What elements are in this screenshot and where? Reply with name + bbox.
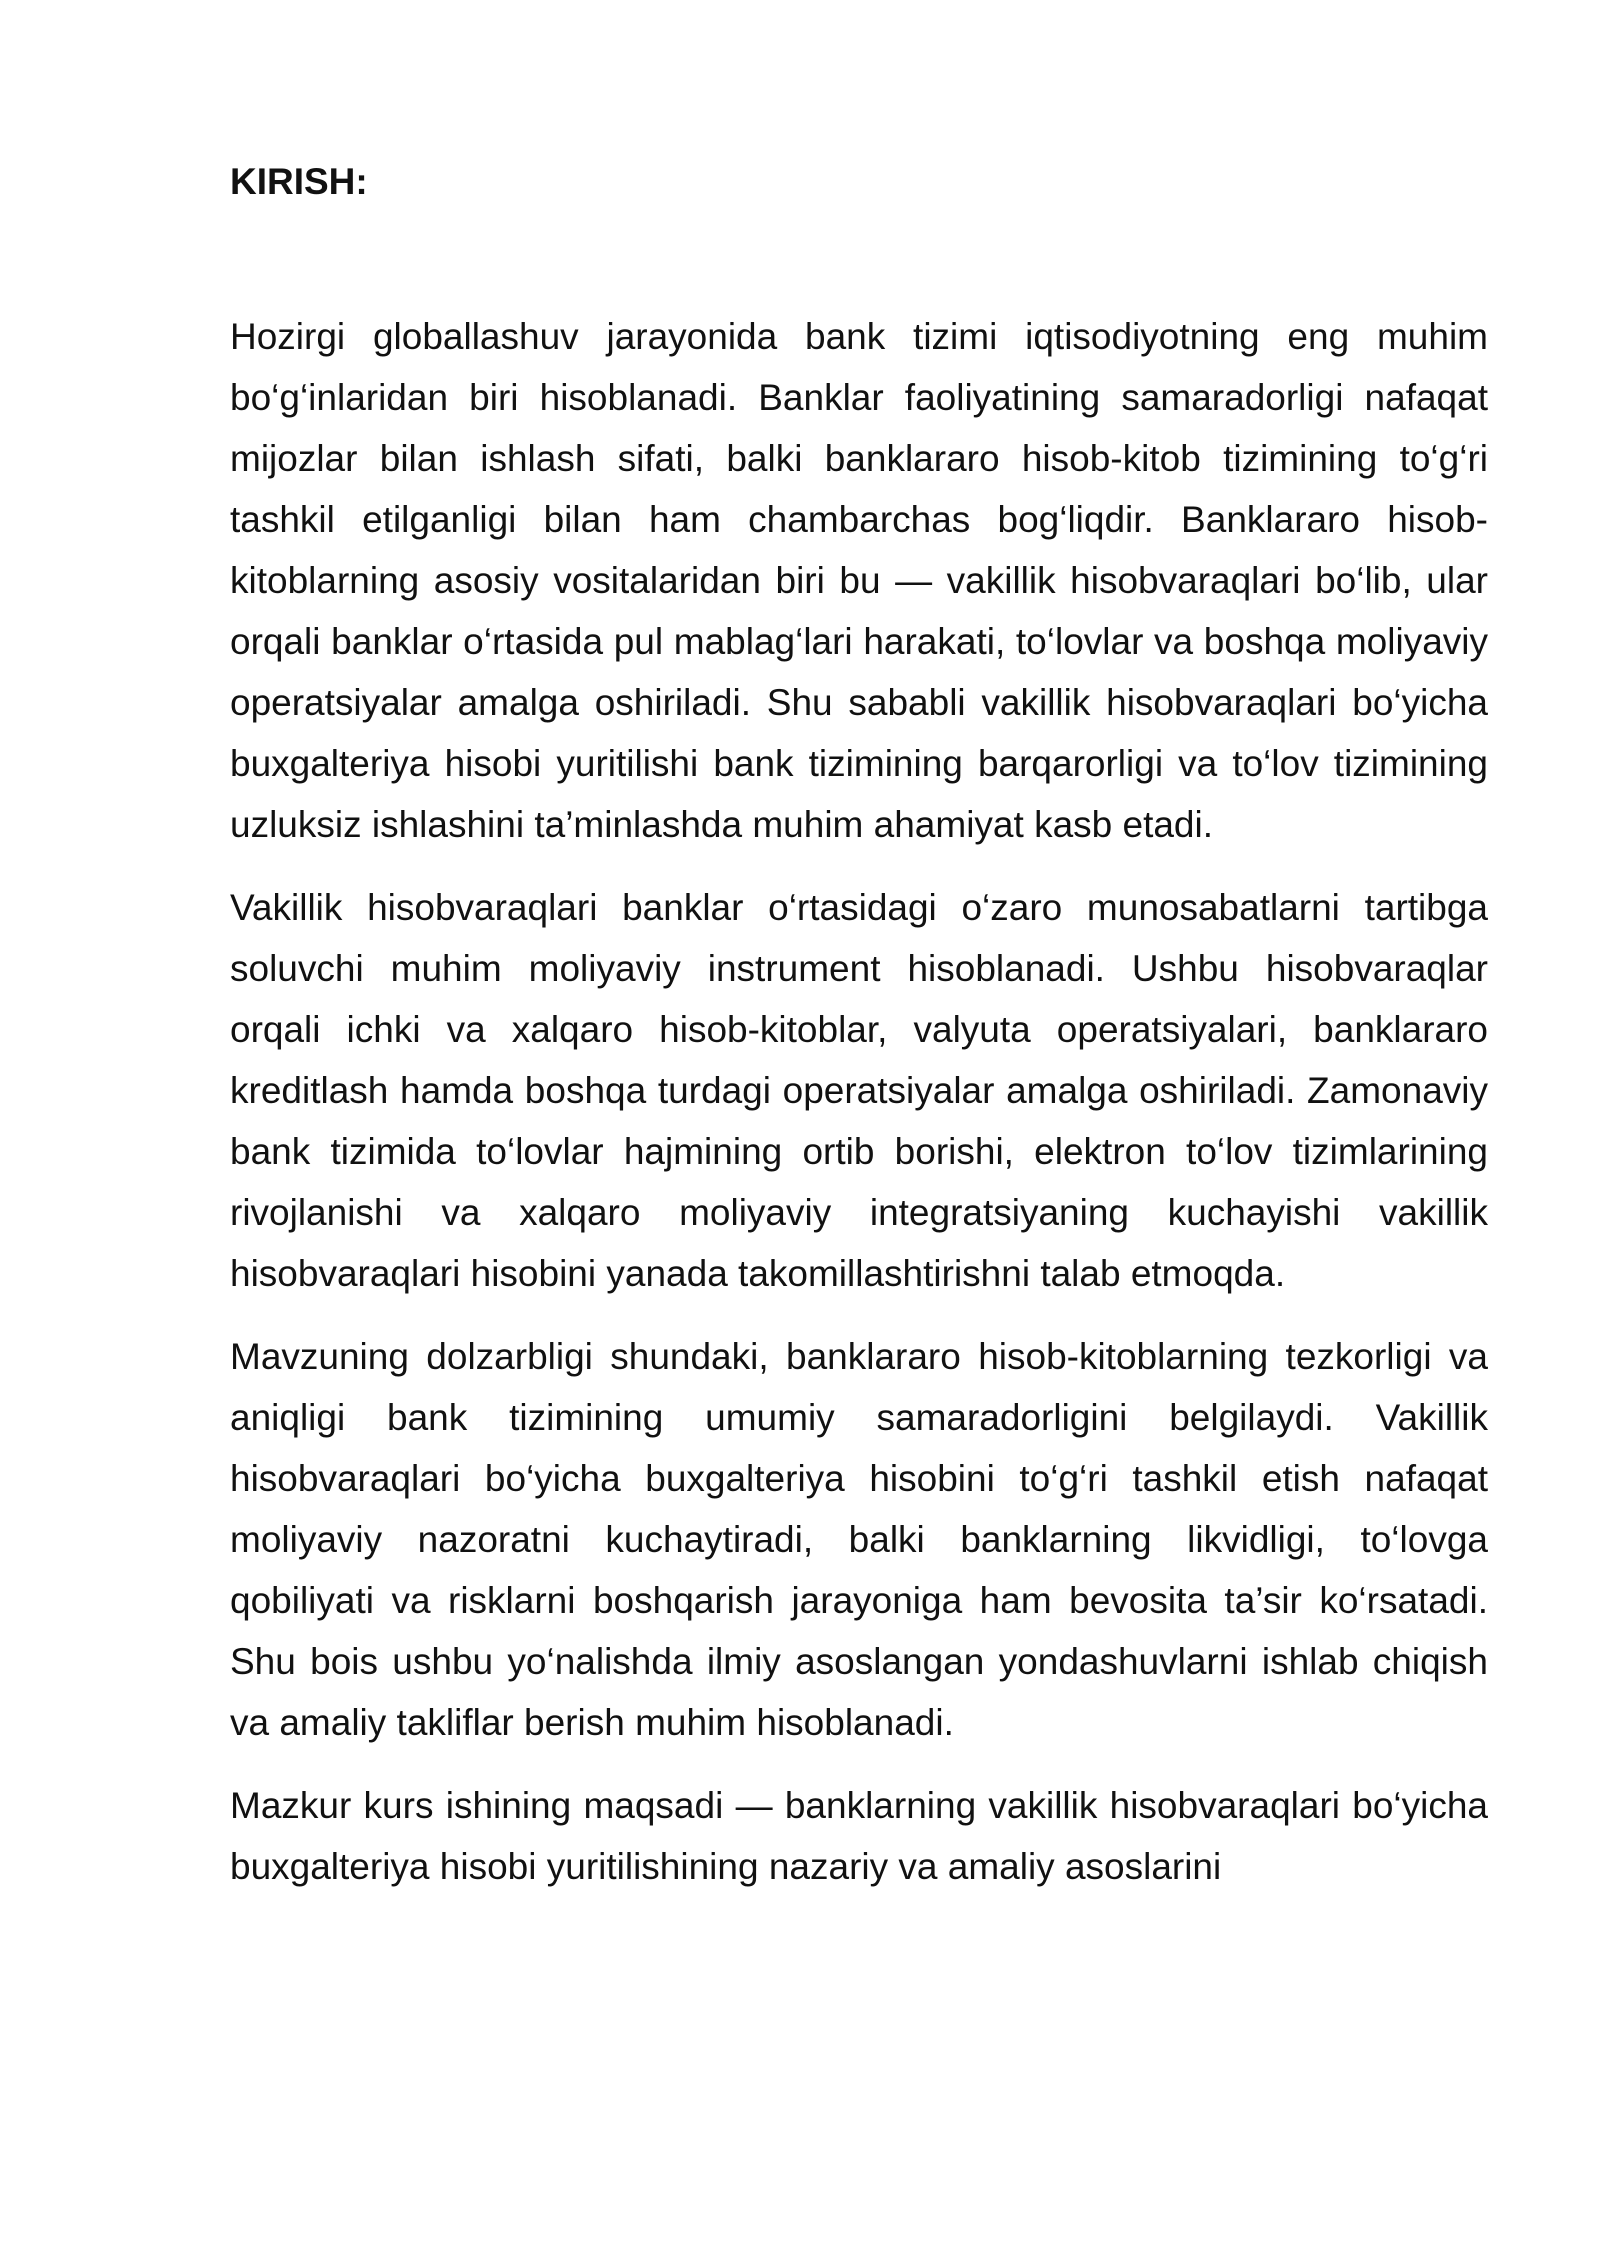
document-body: [230, 158, 1488, 1919]
paragraph-3: Mavzuning dolzarbligi shundaki, banklararo hisob-kitoblarning tezkorligi va aniqligi bank tizimining umumiy samaradorligini belgilaydi. Vakillik hisobvaraqlari bo‘yicha buxgalteriya hisobini to‘g‘ri tashkil etish nafaqat moliyaviy nazoratni kuchaytiradi, balki banklarning likvidligi, to‘lovga qobiliyati va risklarni boshqarish jarayoniga ham bevosita ta’sir ko‘rsatadi. Shu bois ushbu yo‘nalishda ilmiy asoslangan yondashuvlarni ishlab chiqish va amaliy takliflar berish muhim hisoblanadi.: [230, 1336, 1488, 1743]
paragraph-4: Mazkur kurs ishining maqsadi — banklarning vakillik hisobvaraqlari bo‘yicha buxgalteriya hisobi yuritilishining nazariy va amaliy asoslarini: [230, 1785, 1488, 1887]
paragraph-1: Hozirgi globallashuv jarayonida bank tizimi iqtisodiyotning eng muhim bo‘g‘inlaridan biri hisoblanadi. Banklar faoliyatining samaradorligi nafaqat mijozlar bilan ishlash sifati, balki banklararo hisob-kitob tizimining to‘g‘ri tashkil etilganligi bilan ham chambarchas bog‘liqdir. Banklararo hisob-kitoblarning asosiy vositalaridan biri bu — vakillik hisobvaraqlari bo‘lib, ular orqali banklar o‘rtasida pul mablag‘lari harakati, to‘lovlar va boshqa moliyaviy operatsiyalar amalga oshiriladi. Shu sababli vakillik hisobvaraqlari bo‘yicha buxgalteriya hisobi yuritilishi bank tizimining barqarorligi va to‘lov tizimining uzluksiz ishlashini ta’minlashda muhim ahamiyat kasb etadi.: [230, 316, 1488, 845]
paragraph-2: Vakillik hisobvaraqlari banklar o‘rtasidagi o‘zaro munosabatlarni tartibga soluvchi muhim moliyaviy instrument hisoblanadi. Ushbu hisobvaraqlar orqali ichki va xalqaro hisob-kitoblar, valyuta operatsiyalari, banklararo kreditlash hamda boshqa turdagi operatsiyalar amalga oshiriladi. Zamonaviy bank tizimida to‘lovlar hajmining ortib borishi, elektron to‘lov tizimlarining rivojlanishi va xalqaro moliyaviy integratsiyaning kuchayishi vakillik hisobvaraqlari hisobini yanada takomillashtirishni talab etmoqda.: [230, 887, 1488, 1294]
section-heading: KIRISH:: [230, 161, 368, 202]
